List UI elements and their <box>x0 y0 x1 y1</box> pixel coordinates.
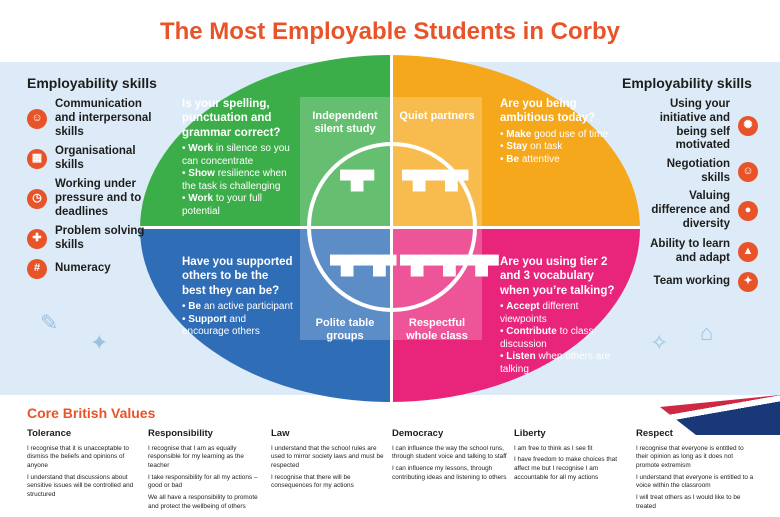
quadrant-tl-text <box>182 97 294 218</box>
skill-item: ◷ Working under pressure and to deadlines <box>27 178 157 219</box>
lightbulb-icon: ✺ <box>738 116 758 136</box>
value-liberty: Liberty I am free to think as I see fit I have freedom to make choices that affect me but I recognise I am accountable for all my actions <box>514 428 618 481</box>
quadrant-tr-text <box>500 97 625 166</box>
single-desk-icon: ▀█▀ <box>340 170 373 190</box>
skill-item: ▦ Organisational skills <box>27 145 157 173</box>
quadrant-bl-text <box>182 255 294 339</box>
skill-item: Negotiation skills ☺ <box>640 158 758 186</box>
quadrant-question: Are you being ambitious today? <box>500 98 596 125</box>
quadrant-question: Are you using tier 2 and 3 vocabulary when you’re talking? <box>500 256 615 297</box>
bullet: • Show resilience when the task is challenging <box>182 168 294 193</box>
calendar-icon: ▦ <box>27 149 47 169</box>
bulb-doodle-icon: ✎ <box>40 310 59 335</box>
right-skills-heading: Employability skills <box>622 75 752 91</box>
school-doodle-icon: ⌂ <box>700 320 714 345</box>
team-icon: ✦ <box>738 272 758 292</box>
bullet: • Stay on task <box>500 141 625 154</box>
bullet: • Support and encourage others <box>182 314 294 339</box>
label-independent-study: Independent silent study <box>312 110 378 136</box>
skill-item: Valuing difference and diversity ● <box>640 190 758 231</box>
label-polite-groups: Polite table groups <box>315 317 375 343</box>
quadrant-question: Have you supported others to be the best they can be? <box>182 256 293 297</box>
bullet: • Be attentive <box>500 154 625 167</box>
bullet: • Be an active participant <box>182 301 294 314</box>
skill-item: Ability to learn and adapt ▲ <box>640 238 758 266</box>
value-responsibility: Responsibility I recognise that I am as equally responsible for my learning as the teacher I take responsibility for all my actions – good or bad We all have a responsibility to promote and protect the wellbeing of others <box>148 428 258 510</box>
skill-item: # Numeracy <box>27 259 157 279</box>
value-respect: Respect I recognise that everyone is entitled to their opinion as long as it does not promote extremism I understand that everyone is entitled to a voice within the classroom I will treat others as I would like to be treated <box>636 428 754 510</box>
label-respectful-class: Respectful whole class <box>406 317 468 343</box>
value-democracy: Democracy I can influence the way the school runs, through student voice and talking to staff I can influence my lessons, through contributing ideas and listening to others <box>392 428 507 481</box>
bullet: • Accept different viewpoints <box>500 301 625 326</box>
bullet: • Make good use of time <box>500 129 625 142</box>
people-icon: ☺ <box>27 109 47 129</box>
pair-desk-icon: ▀█▀▀█▀ <box>402 170 467 190</box>
value-tolerance: Tolerance I recognise that it is unacceptable to dismiss the beliefs and opinions of anyone I understand that discussions about sensitive issues will be controlled and structured <box>27 428 134 499</box>
numbers-icon: # <box>27 259 47 279</box>
center-ring <box>307 142 477 312</box>
quadrant-question: Is your spelling, punctuation and grammar correct? <box>182 98 281 139</box>
label-quiet-partners: Quiet partners <box>399 110 475 122</box>
bullet: • Contribute to class discussion <box>500 326 625 351</box>
bullet: • Work to your full potential <box>182 193 294 218</box>
bullet: • Listen when others are talking <box>500 351 625 376</box>
class-desk-icon: ▀█▀▀█▀▀█▀ <box>400 255 497 275</box>
bullet: • Work in silence so you can concentrate <box>182 143 294 168</box>
clock-icon: ◷ <box>27 189 47 209</box>
skill-item: Team working ✦ <box>640 272 758 292</box>
group-desk-icon: ▀█▀▀█▀ <box>330 255 395 275</box>
skill-item: ☺ Communication and interpersonal skills <box>27 98 157 139</box>
left-skills-heading: Employability skills <box>27 75 157 91</box>
graduation-icon: ▲ <box>738 242 758 262</box>
cap-doodle-icon: ✧ <box>650 330 669 355</box>
quadrant-br-text <box>500 255 625 376</box>
core-values-heading: Core British Values <box>27 405 156 421</box>
value-law: Law I understand that the school rules are used to mirror society laws and must be respected I recognise that there will be consequences for my actions <box>271 428 384 490</box>
skill-item: Using your initiative and being self motivated ✺ <box>640 98 758 153</box>
skill-item: ✚ Problem solving skills <box>27 225 157 253</box>
handshake-icon: ☺ <box>738 162 758 182</box>
puzzle-icon: ✚ <box>27 229 47 249</box>
book-doodle-icon: ✦ <box>90 330 109 355</box>
diversity-icon: ● <box>738 201 758 221</box>
page-title: The Most Employable Students in Corby <box>159 18 621 45</box>
